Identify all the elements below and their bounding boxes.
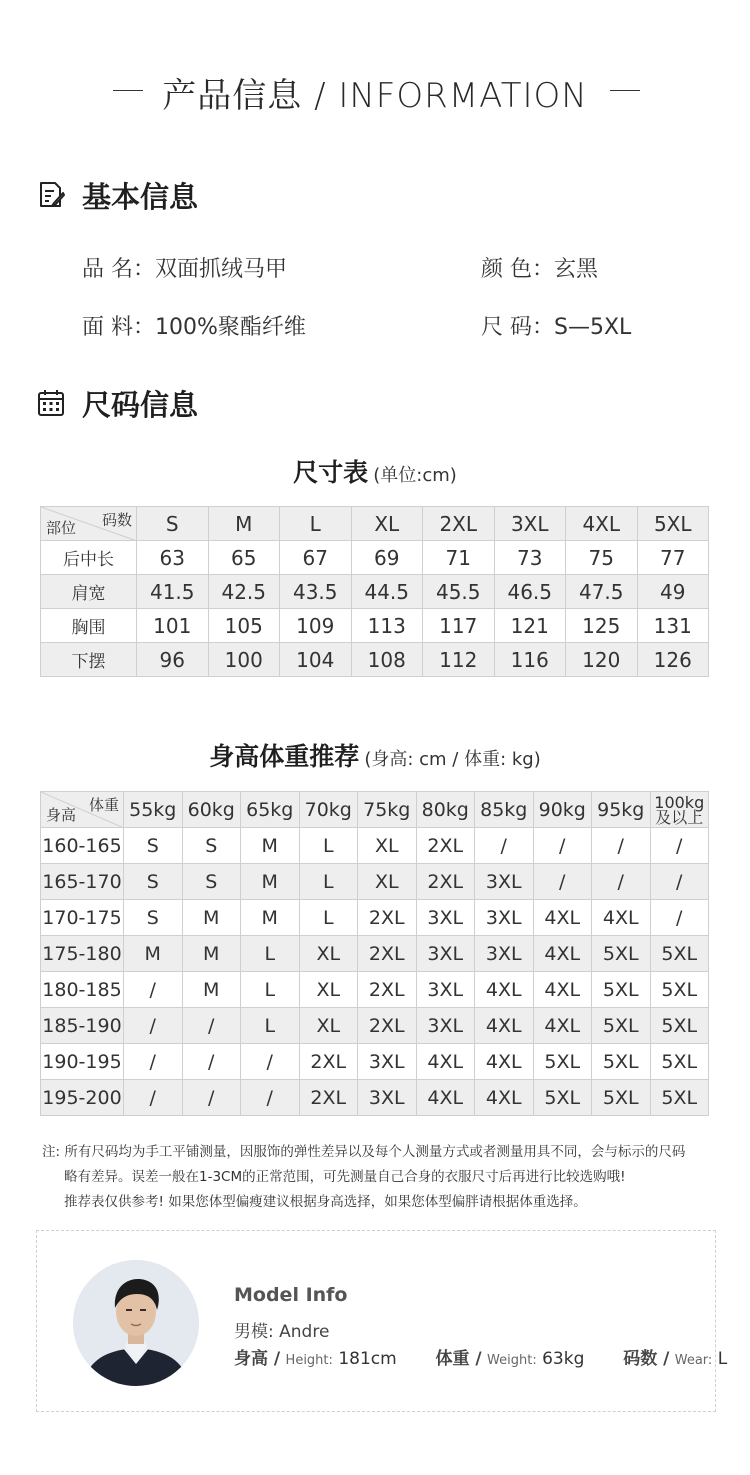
weight-header-cell: 65kg [241,792,300,828]
size-value-cell: 46.5 [494,575,566,609]
corner-bottom-label: 身高 [46,806,77,824]
weight-header-cell: 90kg [533,792,592,828]
size-header-cell: S [137,507,209,541]
size-header-row [41,507,709,541]
size-info-section-header [36,383,198,423]
corner-bottom-label: 部位 [46,519,77,537]
table-row [41,643,709,677]
recommend-size-cell: / [592,828,651,864]
recommend-unit: (身高: cm / 体重: kg) [364,749,541,770]
recommend-size-cell: / [592,864,651,900]
height-row-label: 180-185 [41,972,124,1008]
recommend-size-cell: 4XL [592,900,651,936]
recommend-size-cell: 4XL [416,1044,475,1080]
recommend-size-cell: / [124,1044,183,1080]
recommend-size-cell: L [299,864,358,900]
document-edit-icon [36,180,66,210]
size-corner-cell [41,507,137,541]
model-measurements [234,1344,727,1369]
height-row-label: 160-165 [41,828,124,864]
recommend-size-cell: 5XL [592,972,651,1008]
size-row-label: 下摆 [41,643,137,677]
product-name: 品 名：双面抓绒马甲 [82,257,287,282]
size-value-cell: 49 [637,575,709,609]
size-value-cell: 65 [208,541,280,575]
table-row [41,609,709,643]
note-line: 注: 所有尺码均为手工平铺测量，因服饰的弹性差异以及每个人测量方式或者测量用具不同，会与标示的尺码 [42,1144,686,1160]
recommend-size-cell: M [182,936,241,972]
recommend-size-cell: 2XL [416,864,475,900]
recommend-size-cell: 4XL [475,1044,534,1080]
size-value-cell: 75 [566,541,638,575]
weight-value: 63kg [542,1349,585,1369]
recommend-size-cell: 5XL [592,1008,651,1044]
recommend-size-cell: / [124,1080,183,1116]
recommend-size-cell: M [241,828,300,864]
size-value-cell: 45.5 [423,575,495,609]
size-value-cell: 63 [137,541,209,575]
recommend-size-cell: 3XL [416,972,475,1008]
recommend-size-cell: M [182,900,241,936]
size-value-cell: 44.5 [351,575,423,609]
weight-header-cell: 80kg [416,792,475,828]
recommend-header-row [41,792,709,828]
recommend-size-cell: / [124,972,183,1008]
recommend-size-cell: / [124,1008,183,1044]
weight-header-cell: 55kg [124,792,183,828]
recommend-size-cell: L [299,828,358,864]
height-row-label: 195-200 [41,1080,124,1116]
recommend-size-cell: / [650,828,709,864]
size-value-cell: 73 [494,541,566,575]
size-value-cell: 71 [423,541,495,575]
recommend-size-cell: / [182,1080,241,1116]
page-title: 产品信息 / INFORMATION [162,76,588,116]
recommend-size-cell: / [241,1044,300,1080]
table-row [41,936,709,972]
recommend-size-cell: 4XL [533,972,592,1008]
recommend-title [0,737,750,773]
recommend-size-cell: 3XL [475,936,534,972]
size-value-cell: 109 [280,609,352,643]
recommend-size-cell: S [124,900,183,936]
weight-header-cell: 95kg [592,792,651,828]
recommend-size-cell: 2XL [358,1008,417,1044]
recommend-size-cell: 5XL [533,1080,592,1116]
height-row-label: 175-180 [41,936,124,972]
recommend-size-cell: 5XL [592,1044,651,1080]
size-header-cell: 5XL [637,507,709,541]
recommend-size-cell: S [124,864,183,900]
table-row [41,1080,709,1116]
weight-key: 体重 / [435,1349,482,1369]
model-info-card [36,1230,728,1412]
size-value-cell: 121 [494,609,566,643]
recommend-size-cell: 3XL [475,864,534,900]
recommend-size-cell: 2XL [299,1080,358,1116]
recommend-size-cell: XL [299,936,358,972]
table-row [41,1008,709,1044]
recommend-size-cell: 3XL [358,1044,417,1080]
recommend-size-cell: S [124,828,183,864]
size-value-cell: 100 [208,643,280,677]
recommend-title-text: 身高体重推荐 [209,742,360,771]
recommend-size-cell: / [475,828,534,864]
size-value-cell: 101 [137,609,209,643]
weight-header-cell: 75kg [358,792,417,828]
model-name: 男模: Andre [234,1322,330,1342]
page-header [0,66,750,114]
product-fabric: 面 料：100%聚酯纤维 [82,315,306,340]
size-row-label: 后中长 [41,541,137,575]
recommend-size-cell: / [182,1044,241,1080]
product-size-range: 尺 码：S—5XL [481,315,632,340]
recommend-size-cell: 3XL [475,900,534,936]
corner-top-label: 体重 [88,796,119,814]
height-value: 181cm [338,1349,397,1369]
recommend-size-cell: L [241,1008,300,1044]
recommend-size-cell: / [241,1080,300,1116]
recommend-size-cell: / [650,864,709,900]
recommend-size-cell: L [241,972,300,1008]
model-info-title: Model Info [234,1284,348,1306]
size-value-cell: 104 [280,643,352,677]
table-row [41,864,709,900]
recommend-size-cell: / [182,1008,241,1044]
recommend-size-cell: 5XL [533,1044,592,1080]
recommend-size-cell: 4XL [475,1008,534,1044]
height-row-label: 185-190 [41,1008,124,1044]
basic-info-title: 基本信息 [82,179,199,214]
size-value-cell: 42.5 [208,575,280,609]
size-value-cell: 116 [494,643,566,677]
recommend-size-cell: 3XL [416,900,475,936]
recommend-size-cell: L [299,900,358,936]
note-line: 略有差异。误差一般在1-3CM的正常范围，可先测量自己合身的衣服尺寸后再进行比较选购哦! [64,1169,626,1185]
size-notes [42,1140,685,1215]
height-row-label: 170-175 [41,900,124,936]
size-row-label: 肩宽 [41,575,137,609]
recommend-size-cell: M [241,900,300,936]
recommend-size-cell: 2XL [358,900,417,936]
size-row-label: 胸围 [41,609,137,643]
table-row [41,1044,709,1080]
recommend-size-cell: XL [299,1008,358,1044]
product-color: 颜 色：玄黑 [481,257,598,282]
header-right-rule [610,90,640,91]
recommend-size-cell: 3XL [358,1080,417,1116]
basic-info-section-header [36,175,198,215]
recommend-size-cell: XL [299,972,358,1008]
weight-header-cell: 60kg [182,792,241,828]
size-value-cell: 125 [566,609,638,643]
wear-value: L [717,1349,728,1369]
recommend-size-cell: 3XL [416,936,475,972]
size-value-cell: 47.5 [566,575,638,609]
calendar-grid-icon [36,388,66,418]
recommend-size-cell: M [182,972,241,1008]
height-row-label: 190-195 [41,1044,124,1080]
wear-key: 码数 / [623,1349,670,1369]
recommend-size-cell: 3XL [416,1008,475,1044]
size-value-cell: 67 [280,541,352,575]
recommend-size-cell: 5XL [592,936,651,972]
weight-header-cell: 85kg [475,792,534,828]
size-header-cell: 2XL [423,507,495,541]
recommend-size-cell: 2XL [358,972,417,1008]
wear-sub: Wear: [674,1353,713,1368]
recommend-size-cell: S [182,828,241,864]
recommend-size-cell: 5XL [650,1080,709,1116]
size-table-title [0,453,750,489]
size-value-cell: 77 [637,541,709,575]
size-table [40,506,709,677]
recommend-size-cell: 4XL [533,936,592,972]
size-value-cell: 108 [351,643,423,677]
size-value-cell: 117 [423,609,495,643]
model-avatar [73,1260,199,1386]
recommend-size-cell: 5XL [650,1044,709,1080]
size-header-cell: 4XL [566,507,638,541]
recommend-size-cell: 4XL [475,972,534,1008]
recommend-size-cell: S [182,864,241,900]
size-value-cell: 126 [637,643,709,677]
note-line: 推荐表仅供参考! 如果您体型偏瘦建议根据身高选择，如果您体型偏胖请根据体重选择。 [64,1194,587,1210]
recommend-size-cell: M [124,936,183,972]
size-value-cell: 120 [566,643,638,677]
table-row [41,575,709,609]
size-header-cell: M [208,507,280,541]
size-header-cell: 3XL [494,507,566,541]
recommend-size-cell: / [650,900,709,936]
size-header-cell: L [280,507,352,541]
size-header-cell: XL [351,507,423,541]
recommend-size-cell: 2XL [416,828,475,864]
table-row [41,828,709,864]
recommend-corner-cell [41,792,124,828]
size-table-title-text: 尺寸表 [293,458,369,487]
recommend-size-cell: / [533,864,592,900]
recommend-size-cell: / [533,828,592,864]
size-value-cell: 43.5 [280,575,352,609]
recommend-size-cell: 2XL [299,1044,358,1080]
weight-header-cell: 100kg 及以上 [650,792,709,828]
recommend-size-cell: 5XL [650,1008,709,1044]
size-info-title: 尺码信息 [82,387,199,422]
size-value-cell: 69 [351,541,423,575]
table-row [41,541,709,575]
recommend-size-cell: 5XL [650,936,709,972]
size-value-cell: 41.5 [137,575,209,609]
recommend-size-cell: 5XL [650,972,709,1008]
recommend-size-cell: 4XL [475,1080,534,1116]
recommend-size-cell: 5XL [592,1080,651,1116]
recommend-size-cell: 4XL [533,900,592,936]
height-row-label: 165-170 [41,864,124,900]
recommend-table [40,791,709,1116]
size-value-cell: 96 [137,643,209,677]
recommend-size-cell: XL [358,864,417,900]
recommend-size-cell: 4XL [533,1008,592,1044]
size-table-unit: (单位:cm) [373,465,457,486]
table-row [41,900,709,936]
size-value-cell: 113 [351,609,423,643]
recommend-size-cell: M [241,864,300,900]
weight-header-cell: 70kg [299,792,358,828]
recommend-size-cell: L [241,936,300,972]
weight-sub: Weight: [487,1353,537,1368]
height-sub: Height: [285,1353,333,1368]
size-value-cell: 105 [208,609,280,643]
corner-top-label: 码数 [101,511,132,529]
height-key: 身高 / [234,1349,281,1369]
size-value-cell: 112 [423,643,495,677]
recommend-size-cell: 4XL [416,1080,475,1116]
size-value-cell: 131 [637,609,709,643]
recommend-size-cell: XL [358,828,417,864]
recommend-size-cell: 2XL [358,936,417,972]
table-row [41,972,709,1008]
